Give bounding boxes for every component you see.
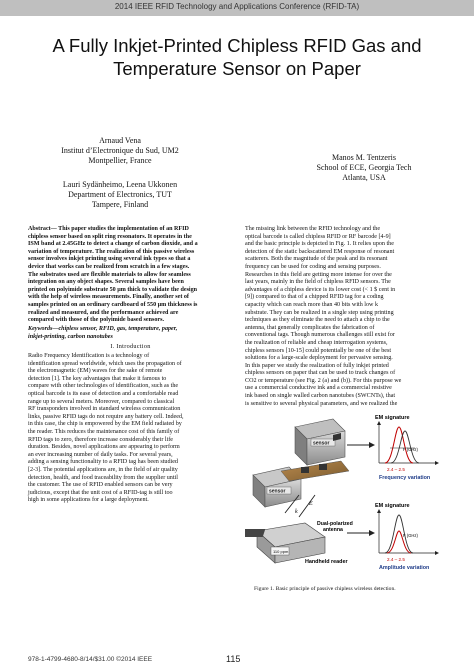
- author-affiliation: Tampere, Finland: [91, 200, 149, 209]
- handheld-reader-label: Handheld reader: [305, 559, 348, 565]
- introduction-line: RFID tags to zero, therefore increase considerably their life: [28, 436, 174, 443]
- keywords-line: inkjet-printing, carbon nanotubes: [28, 333, 113, 340]
- abstract: [28, 226, 233, 325]
- abstract-line: compared with those of the polyimide based sensors.: [28, 317, 164, 324]
- page-number: 115: [226, 654, 241, 664]
- paper-title: [10, 34, 464, 80]
- abstract-line: The substrates used are flexible materials to allow for seamless: [28, 271, 191, 278]
- body-text-line: conventional tags. Though numerous challenges still exist for: [245, 332, 395, 339]
- author-affiliation: Montpellier, France: [88, 156, 152, 165]
- figure-1-illustration: [245, 413, 450, 583]
- introduction-line: [2-3]. The potential applications are, in the field of air quality: [28, 466, 178, 473]
- introduction-line: detection [1]. The key advantages that make it famous to: [28, 375, 167, 382]
- introduction-line: the reader. This reduces the maintenance cost of this family of: [28, 428, 180, 435]
- right-column-text: [245, 226, 450, 408]
- author-affiliation: Department of Electronics, TUT: [68, 190, 172, 199]
- body-text-line: solutions for a large-scale deployment for pervasive sensing.: [245, 355, 393, 362]
- handheld-reader: [245, 523, 325, 563]
- introduction-line: the electromagnetic (EM) waves for the sake of remote: [28, 368, 163, 375]
- sensor-label-1: sensor: [313, 440, 330, 447]
- body-text-line: [9]) compared to that of a chipped RFID tag for a coding: [245, 294, 384, 301]
- freq-axis-label-1: F (GHz): [403, 447, 418, 452]
- introduction-text: [28, 353, 233, 505]
- title-line-1: A Fully Inkjet-Printed Chipless RFID Gas and: [52, 35, 422, 56]
- body-text-line: detection of the static backscattered EM response of resonant: [245, 248, 395, 255]
- author-block-3: [274, 153, 454, 183]
- antenna-label: antenna: [323, 527, 343, 533]
- author-affiliation: Atlanta, USA: [342, 173, 386, 182]
- frequency-variation-label: Frequency variation: [379, 475, 431, 481]
- body-text-line: is sensitive to several physical parameters, and we realized the: [245, 400, 398, 407]
- sensor-box-top: [295, 419, 345, 465]
- band-label-1: 2.4 – 2.5: [387, 467, 405, 472]
- keywords: [28, 326, 233, 341]
- introduction-line: identification spread worldwide, which uses the propagation of: [28, 360, 182, 367]
- introduction-line: compare with other technologies of identification, such as the: [28, 383, 179, 390]
- introduction-line: links, passive RFID tags do not require any battery cell. Indeed,: [28, 413, 184, 420]
- figure-1-caption: Figure 1. Basic principle of passive chipless wireless detection.: [254, 586, 396, 592]
- introduction-line: adding a sensing functionality to a RFID tag has been studied: [28, 459, 178, 466]
- body-text-line: The missing link between the RFID technology and the: [245, 226, 381, 232]
- body-text-line: scatterers. Both the magnitude of the peak and its resonant: [245, 256, 388, 263]
- introduction-line: range up to several meters. Moreover, compared to classical: [28, 398, 175, 405]
- abstract-line: Abstract— This paper studies the implementation of an RFID: [28, 226, 189, 232]
- tag-dim-label: 110 ppm: [273, 549, 289, 554]
- abstract-line: variation of temperature. The realization of this passive wireless: [28, 248, 195, 255]
- introduction-line: detection, health, and food traceability from the supplier until: [28, 474, 178, 481]
- band-label-2: 2.4 – 2.5: [387, 557, 405, 562]
- em-signature-title-1: EM signature: [375, 415, 410, 421]
- introduction-line: in this case, the chip is empowered by the EM field radiated by: [28, 421, 182, 428]
- introduction-line: an ever increasing number of daily tasks. For several years,: [28, 451, 173, 458]
- introduction-line: RF transponders involved in standard wireless communication: [28, 406, 181, 413]
- body-text-line: Researches in this field are getting more intense for over the: [245, 271, 392, 278]
- body-text-line: last years, mainly in the field of chipless RFID sensors. The: [245, 279, 391, 286]
- introduction-line: optical barcode is its ease of detection and a comfortable read: [28, 390, 179, 397]
- section-heading-introduction: I. Introduction: [110, 343, 151, 350]
- body-text-line: frequency can be used for coding and sensing purposes.: [245, 263, 381, 270]
- em-signature-frequency: [375, 415, 439, 481]
- body-text-line: chipless sensors [10-15] could potentially be one of the best: [245, 347, 392, 354]
- amplitude-variation-label: Amplitude variation: [379, 565, 430, 571]
- introduction-line: judicious, except that the unit cost of a RFID-tag is still too: [28, 489, 173, 496]
- author-block-1: [30, 136, 210, 166]
- em-signature-amplitude: [375, 503, 439, 571]
- author-affiliation: School of ECE, Georgia Tech: [316, 163, 412, 172]
- introduction-line: the customer. The use of RFID enabled sensors can be very: [28, 482, 173, 489]
- body-text-line: advantages of a chipless device is its lower cost (< 1 $ cent in: [245, 286, 396, 293]
- abstract-line: integration on any object shapes. Several samples have been: [28, 279, 184, 286]
- abstract-line: sensor involves inkjet printing using several ink types so that a: [28, 256, 191, 263]
- abstract-line: printed on polyimide substrate 50 µm thick to validate the design: [28, 286, 198, 293]
- abstract-line: chipless sensor based on split ring resonators. It operates in the: [28, 233, 192, 240]
- body-text-line: substrate. They can be realized in a single step using printing: [245, 309, 394, 316]
- abstract-line: realized and measured, and the performance achieved are: [28, 309, 179, 316]
- introduction-line: Radio Frequency Identification is a technology of: [28, 353, 150, 359]
- introduction-line: duration. Besides, novel applications are appearing to perform: [28, 444, 180, 451]
- sensor-label-2: sensor: [269, 488, 286, 495]
- freq-axis-label-2: F (GHz): [403, 533, 418, 538]
- author-name: Arnaud Vena: [99, 136, 141, 145]
- abstract-line: samples printed on an ordinary cardboard of 550 µm thickness is: [28, 301, 198, 308]
- wave-label-k: k: [295, 509, 298, 515]
- author-block-2: [30, 180, 210, 210]
- keywords-line: Keywords—chipless sensor, RFID, gas, temperature, paper,: [28, 326, 178, 332]
- abstract-line: with the help of wireless measurements. Finally, another set of: [28, 294, 189, 301]
- conference-header: 2014 IEEE RFID Technology and Applications Conference (RFID-TA): [114, 2, 360, 11]
- body-text-line: CO2 or temperature (see Fig. 2 (a) and (b)). For this purpose we: [245, 377, 402, 384]
- body-text-line: chipless sensors on paper that can be used to track changes of: [245, 370, 396, 377]
- footer-isbn: 978-1-4799-4680-8/14/$31.00 ©2014 IEEE: [28, 656, 153, 663]
- body-text-line: ink based on single walled carbon nanotubes (SWCNTs), that: [245, 393, 396, 400]
- introduction-line: high in some applications for a large deployment.: [28, 497, 149, 504]
- body-text-line: antenna, that generally complicates the fabrication of: [245, 324, 375, 331]
- body-text-line: and the basic principle is depicted in Fig. 1. It relies upon the: [245, 241, 394, 248]
- em-signature-title-2: EM signature: [375, 503, 410, 509]
- author-name: Lauri Sydänheimo, Leena Ukkonen: [62, 180, 178, 189]
- author-name: Manos M. Tentzeris: [332, 153, 396, 162]
- wave-label-e: E: [309, 501, 313, 507]
- body-text-line: optical barcode is called chipless RFID or RF barcode [4-9]: [245, 233, 391, 240]
- abstract-line: ISM band at 2.45GHz to detect a change of carbon dioxide, and a: [28, 241, 198, 248]
- abstract-line: device that works can be realized from scratch in a few stages.: [28, 263, 190, 270]
- chipless-tag: [281, 461, 349, 481]
- body-text-line: In this paper we study the realization of fully inkjet printed: [245, 362, 389, 369]
- body-text-line: capacity which can reach more than 40 bits with low k: [245, 301, 379, 308]
- dual-polarized-label: Dual-polarized: [317, 521, 353, 527]
- body-text-line: the realization of reliable and cheap interrogation systems,: [245, 339, 388, 346]
- author-affiliation: Institut d’Electronique du Sud, UM2: [61, 146, 179, 155]
- body-text-line: use a commercial conductive ink and a commercial resistive: [245, 385, 392, 392]
- figure-1: [245, 413, 450, 583]
- body-text-line: techniques as they eliminate the need to attach a chip to the: [245, 317, 390, 324]
- title-line-2: Temperature Sensor on Paper: [113, 58, 361, 79]
